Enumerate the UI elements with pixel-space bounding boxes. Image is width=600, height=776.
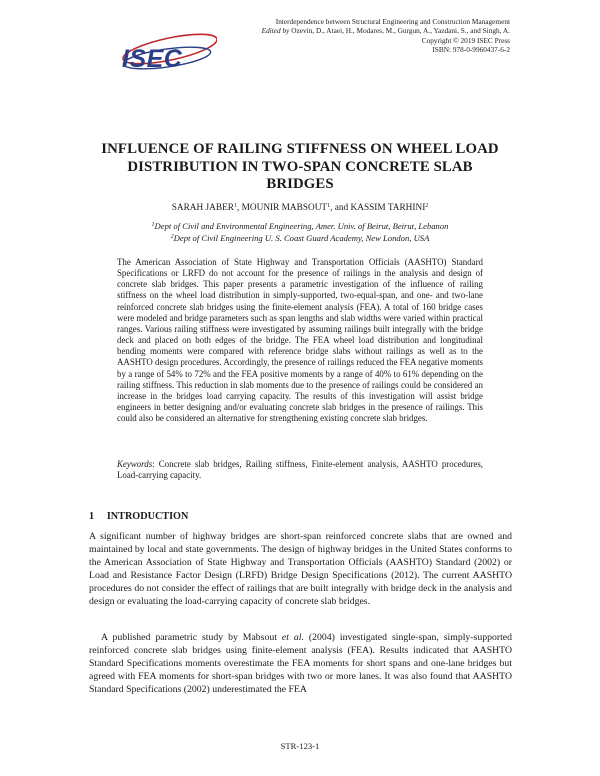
- copyright: Copyright © 2019 ISEC Press: [421, 35, 510, 45]
- logo-text: ISEC: [122, 45, 183, 73]
- isec-logo: [112, 30, 217, 78]
- affiliations: [60, 220, 540, 244]
- page-footer: STR-123-1: [280, 741, 320, 751]
- intro-paragraph-1: A significant number of highway bridges are short-span reinforced concrete slabs that are owned and maintained by local and state governments. The design of highway bridges in the United States conforms to the American Association of State Highway and Transportation Officials (AASHTO) Standard (2002) or Load and Resistance Factor Design (LRFD) Bridge Design Specifications (2012). The current AASHTO procedures do not consider the effect of railings that are built integrally with bridge deck in the analysis and design or evaluating the load-carrying capacity of concrete slab bridges.: [89, 531, 512, 608]
- paper-title: INFLUENCE OF RAILING STIFFNESS ON WHEEL LOAD DISTRIBUTION IN TWO-SPAN CONCRETE SLAB BRIDGES: [101, 141, 499, 193]
- para2-start: A published parametric study by Mabsout: [101, 632, 282, 643]
- authors-line: [100, 202, 500, 214]
- conference-name: Interdependence between Structural Engineering and Construction Management: [275, 17, 510, 26]
- affiliation-2-num: 2: [170, 234, 174, 240]
- editors-line: [262, 26, 510, 35]
- edited-by-label: Edited by: [261, 26, 290, 36]
- keywords-label: Keywords: [117, 459, 153, 469]
- intro-paragraph-2: [89, 631, 512, 696]
- keywords: [117, 459, 483, 481]
- isbn: ISBN: 978-0-9960437-6-2: [432, 45, 510, 55]
- author-3: KASSIM TARHINI: [350, 203, 426, 213]
- conference-info: [262, 17, 510, 55]
- affiliation-2: [60, 232, 540, 244]
- affiliation-2-text: Dept of Civil Engineering U. S. Coast Guard Academy, New London, USA: [173, 233, 430, 243]
- affiliation-1-num: 1: [151, 222, 155, 228]
- author-separator: , and: [330, 203, 351, 213]
- para2-rest: (2004) investigated single-span, simply-supported reinforced concrete slab bridges using finite-element analysis (FEA). Results indicated that AASHTO Standard Specifications moments overestimate the FEA moments for short spans and one-lane bridges but agreed with FEA moments for short-span bridges with two or more lanes. It was also found that AASHTO Standard Specifications (2002) underestimated the FEA: [89, 632, 512, 696]
- para2-etal: et al.: [281, 632, 304, 643]
- keywords-list: : Concrete slab bridges, Railing stiffness, Finite-element analysis, AASHTO procedures, Load-carrying capacity.: [117, 459, 483, 481]
- author-2: MOUNIR MABSOUT: [241, 203, 328, 213]
- author-1: SARAH JABER: [171, 203, 234, 213]
- section-heading-introduction: 1 INTRODUCTION: [89, 511, 189, 522]
- author-separator: ,: [236, 203, 242, 213]
- author-1-affil: 1: [233, 203, 237, 209]
- affiliation-1-text: Dept of Civil and Environmental Engineering, Amer. Univ. of Beirut, Beirut, Lebanon: [154, 221, 449, 231]
- abstract: The American Association of State Highway and Transportation Officials (AASHTO) Standard Specifications or LRFD do not account for the presence of railings in the analysis and design of concrete slab bridges. This paper presents a parametric investigation of the influence of railing stiffness on the wheel load distribution in simply-supported, two-equal-span, and one- and two-lane reinforced concrete slab bridges using the finite-element analysis (FEA). A total of 160 bridge cases were modeled and bridge parameters such as span lengths and slab widths were varied within practical ranges. Various railing stiffness were investigated by assuming railings built integrally with the bridge deck and placed on both edges of the bridge. The FEA wheel load distribution and longitudinal bending moments were compared with reference bridge slabs without railings as well as to the AASHTO design procedures. Accordingly, the presence of railings reduced the FEA negative moments by a range of 54% to 72% and the FEA positive moments by a range of 40% to 61% depending on the railing stiffness. This reduction in slab moments due to the presence of railings could be considered an increase in the bridges load carrying capacity. The results of this investigation will assist bridge engineers in better designing and/or evaluating concrete slab bridges in the presence of railings. This could also be considered an alternative for strengthening existing concrete slab bridges.: [117, 257, 483, 424]
- author-3-affil: 2: [425, 203, 429, 209]
- affiliation-1: [60, 220, 540, 232]
- author-2-affil: 1: [327, 203, 331, 209]
- editors: Ozevin, D., Ataei, H., Modares, M., Gurgun, A., Yazdani, S., and Singh, A.: [291, 26, 510, 36]
